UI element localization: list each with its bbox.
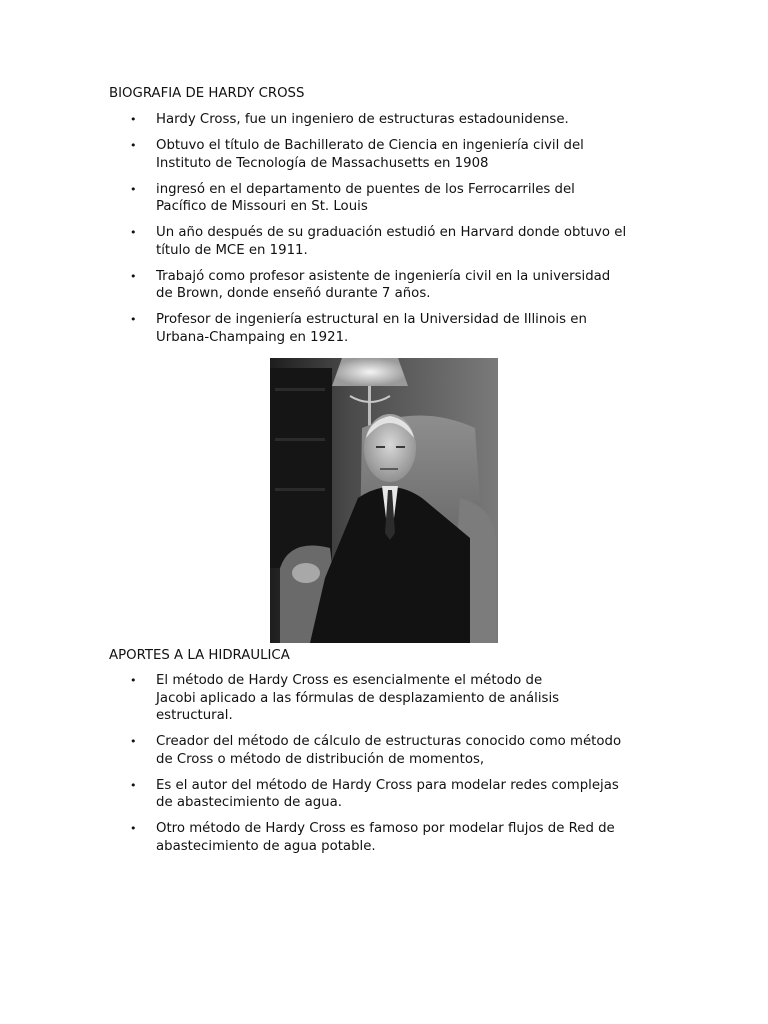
portrait-illustration bbox=[270, 358, 498, 643]
list-item-text: Un año después de su graduación estudió en Harvard donde obtuvo el título de MCE en 1911. bbox=[156, 225, 627, 258]
bullet-icon: • bbox=[130, 269, 137, 283]
section-heading-biografia: BIOGRAFIA DE HARDY CROSS bbox=[109, 86, 305, 101]
bullet-icon: • bbox=[130, 778, 137, 792]
bullet-icon: • bbox=[130, 674, 137, 687]
list-item-text: Trabajó como profesor asistente de ingeniería civil en la universidad de Brown, donde enseñó durante 7 años. bbox=[156, 268, 611, 301]
list-item-text: Creador del método de cálculo de estructuras conocido como método de Cross o método de distribución de momentos, bbox=[156, 734, 622, 767]
list-item bbox=[109, 137, 669, 172]
list-item bbox=[109, 777, 669, 812]
bullet-icon: • bbox=[130, 735, 137, 748]
bullet-icon: • bbox=[130, 139, 137, 152]
list-item bbox=[109, 733, 669, 768]
bullet-icon: • bbox=[130, 182, 137, 196]
list-item bbox=[109, 181, 669, 216]
list-item-text: Profesor de ingeniería estructural en la Universidad de Illinois en Urbana-Champaing en 1921. bbox=[156, 312, 587, 345]
list-item-text: ingresó en el departamento de puentes de los Ferrocarriles del Pacífico de Missouri en St. Louis bbox=[156, 181, 575, 214]
bullet-icon: • bbox=[130, 822, 137, 835]
list-item-text: Hardy Cross, fue un ingeniero de estructuras estadounidense. bbox=[156, 112, 569, 127]
bullet-icon: • bbox=[130, 313, 137, 326]
bullet-icon: • bbox=[130, 113, 137, 126]
list-item-text: Es el autor del método de Hardy Cross para modelar redes complejas de abastecimiento de agua. bbox=[156, 777, 619, 810]
bullet-icon: • bbox=[130, 226, 137, 239]
section-heading-aportes: APORTES A LA HIDRAULICA bbox=[109, 648, 290, 663]
portrait-photo bbox=[270, 358, 498, 643]
biografia-bullet-list bbox=[109, 111, 669, 355]
aportes-bullet-list bbox=[109, 672, 669, 864]
list-item-text: Otro método de Hardy Cross es famoso por modelar flujos de Red de abastecimiento de agua potable. bbox=[156, 821, 615, 854]
list-item-text: Obtuvo el título de Bachillerato de Ciencia en ingeniería civil del Instituto de Tecnología de Massachusetts en 1908 bbox=[156, 138, 584, 171]
list-item bbox=[109, 111, 669, 129]
list-item bbox=[109, 311, 669, 346]
list-item bbox=[109, 672, 669, 725]
list-item bbox=[109, 820, 669, 855]
list-item bbox=[109, 224, 669, 259]
list-item bbox=[109, 268, 669, 303]
list-item-text: El método de Hardy Cross es esencialmente el método de Jacobi aplicado a las fórmulas de desplazamiento de análisis estructural. bbox=[156, 673, 560, 723]
